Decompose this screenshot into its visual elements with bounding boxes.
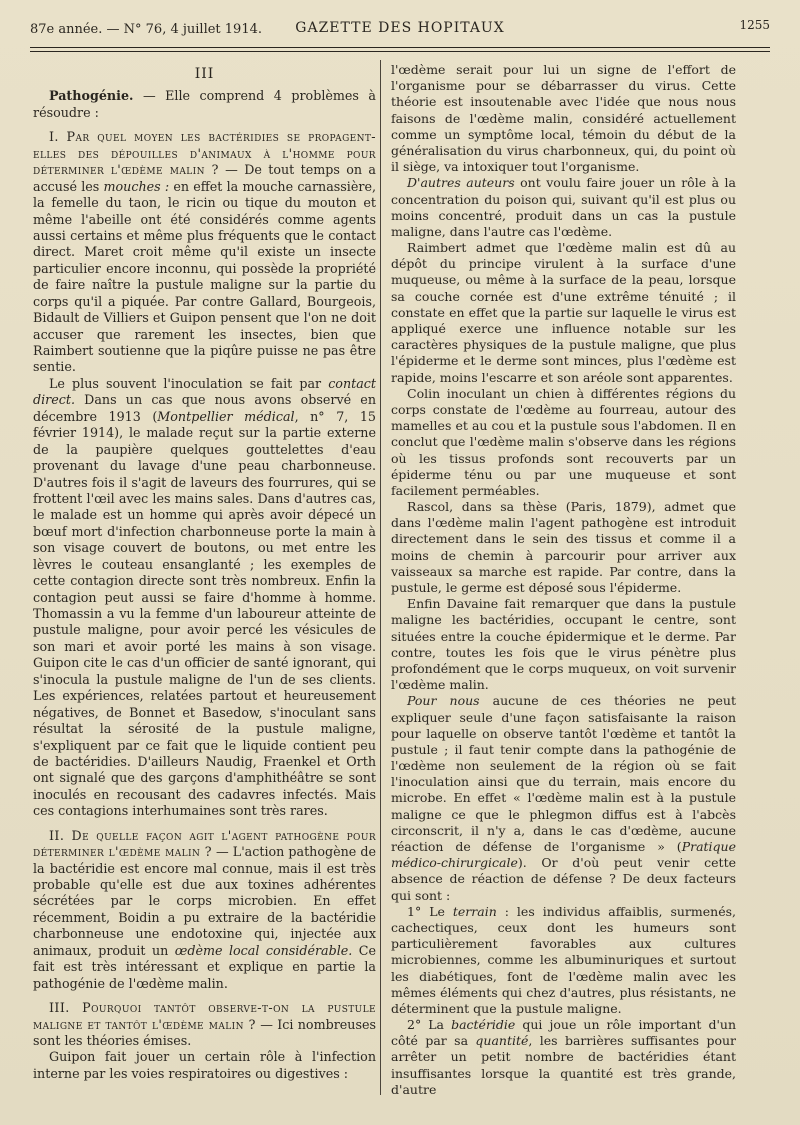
question-2-emphasis: œdème local considérable.	[174, 942, 353, 958]
right-paragraph-2	[391, 175, 736, 240]
bacteridie-emphasis: bactéridie	[451, 1017, 516, 1033]
right-column	[391, 62, 736, 1098]
right-paragraph-6: Enfin Davaine fait remarquer que dans la pustule maligne les bactéridies, occupant le centre, sont situées entre la couche épidermique et le derme. Par contre, toutes les fois que le virus pénètre plus profondément que le corps muqueux, on voit survenir l'œdème malin.	[391, 596, 736, 693]
question-3-paragraph	[33, 1000, 376, 1049]
left-column	[33, 62, 376, 1082]
question-2-text-a: — L'action pathogène de la bactéridie est encore mal connue, mais il est très probable qu'elle est due aux toxines adhérentes sécrétées par le corps microbien. En effet récemment, Boidin a pu extraire de la bactéridie charbonneuse une endotoxine qui, injectée aux animaux, produit un	[33, 844, 376, 958]
right-paragraph-1: l'œdème serait pour lui un signe de l'effort de l'organisme pour se débarrasser du virus. Cette théorie est insoutenable avec l'idée que nous nous faisons de l'œdème malin, considéré actuellement comme un symptôme local, témoin du début de la généralisation du virus charbonneux, qui, du point où il siège, va intoxiquer tout l'organisme.	[391, 62, 736, 175]
header-rule-thin	[30, 51, 770, 52]
guipon-paragraph: Guipon fait jouer un certain rôle à l'infection interne par les voies respiratoires ou digestives :	[33, 1049, 376, 1081]
question-1-text-b: en effet la mouche carnassière, la femelle du taon, le ricin ou tique du mouton et même l'abeille ont été considérés comme agents aussi certains et même plus fréquents que le contact direct. Maret croit même qu'il existe un insecte particulier encore inconnu, qui possède la propriété de faire naître la pustule maligne sur la partie du corps qu'il a piquée. Par contre Gallard, Bourgeois, Bidault de Villiers et Guipon pensent que l'on ne doit accuser que rarement les insectes, bien que Raimbert soutienne que la piqûre puisse ne pas être sentie.	[33, 178, 376, 375]
terrain-emphasis: terrain	[452, 903, 497, 919]
right-paragraph-2-text: ont voulu faire jouer un rôle à la concentration du poison qui, suivant qu'il est plus ou moins concentré, produit dans un cas la pustule maligne, dans l'autre cas l'œdème.	[391, 175, 736, 239]
question-3-heading: III. Pourquoi tantôt observe-t-on la pustule maligne et tantôt l'œdème malin ?	[33, 1000, 376, 1032]
contact-paragraph	[33, 376, 376, 820]
right-paragraph-9	[391, 1017, 736, 1098]
for-us-emphasis: Pour nous	[407, 693, 480, 709]
question-1-paragraph	[33, 129, 376, 376]
intro-title: Pathogénie.	[49, 88, 134, 104]
other-authors-emphasis: D'autres auteurs	[407, 175, 515, 191]
issue-info: 87e année. — N° 76, 4 juillet 1914.	[30, 22, 263, 37]
running-header	[30, 18, 770, 42]
intro-paragraph	[33, 88, 376, 121]
intro-text: — Elle comprend 4 problèmes à résoudre :	[33, 88, 376, 120]
quantite-emphasis: quantité	[475, 1033, 529, 1049]
column-divider	[380, 60, 381, 1095]
question-1-text-a: — De tout temps on a accusé les	[33, 162, 376, 194]
bacteridie-prefix: 2° La	[407, 1017, 452, 1033]
right-paragraph-7-text-b: ). Or d'où peut venir cette absence de réaction de défense ? De deux facteurs qui sont :	[391, 855, 736, 903]
bacteridie-text-b: , les barrières suffisantes pour arrêter un petit nombre de bactéridies étant insuffisantes lorsque la quantité est très grande, d'autre	[391, 1033, 736, 1097]
right-paragraph-4: Colin inoculant un chien à différentes régions du corps constate de l'œdème au fourreau, autour des mamelles et au cou et la pustule sous l'abdomen. Il en conclut que l'œdème malin s'observe dans les régions où les tissus profonds sont recouverts par un épiderme ténu ou par une muqueuse et sont facilement perméables.	[391, 385, 736, 498]
journal-citation: Montpellier médical	[157, 408, 295, 424]
header-rule-thick	[30, 47, 770, 48]
question-1-heading: I. Par quel moyen les bactéridies se propagent-elles des dépouilles d'animaux à l'homme pour déterminer l'œdème malin ?	[33, 129, 376, 178]
contact-text-b: Dans un cas que nous avons observé en décembre 1913 (	[33, 392, 376, 424]
question-2-paragraph	[33, 828, 376, 992]
right-paragraph-3: Raimbert admet que l'œdème malin est dû au dépôt du principe virulent à la surface d'une muqueuse, ou même à la surface de la peau, lorsque sa couche cornée est d'une extrême ténuité ; il constate en effet que la partie sur laquelle le virus est appliqué exerce une influence notable sur les caractères physiques de la pustule maligne, que plus l'épiderme et le derme sont minces, plus l'œdème est rapide, moins l'escarre et son aréole sont apparentes.	[391, 240, 736, 385]
question-1-emphasis: mouches :	[103, 178, 170, 194]
right-paragraph-7	[391, 693, 736, 903]
right-paragraph-7-text-a: aucune de ces théories ne peut expliquer seule d'une façon satisfaisante la raison pour laquelle on observe tantôt l'œdème et tantôt la pustule ; il faut tenir compte dans la pathogénie de l'œdème non seulement de la région où se fait l'inoculation ainsi que du terrain, mais encore du microbe. En effet « l'œdème malin est à la pustule maligne ce que le phlegmon diffus est à l'abcès circonscrit, il n'y a, dans le cas d'œdème, aucune réaction de défense de l'organisme » (	[391, 693, 736, 854]
question-2-text-b: Ce fait est très intéressant et explique en partie la pathogénie de l'œdème malin.	[33, 942, 377, 991]
terrain-prefix: 1° Le	[407, 903, 453, 919]
bacteridie-text-a: qui joue un rôle important d'un côté par sa	[391, 1017, 736, 1049]
contact-text-a: Le plus souvent l'inoculation se fait par	[49, 375, 329, 391]
journal-title: GAZETTE DES HOPITAUX	[295, 20, 505, 36]
contact-emphasis: contact direct.	[33, 375, 376, 408]
question-2-heading: II. De quelle façon agit l'agent pathogène pour déterminer l'œdème malin ?	[33, 827, 376, 860]
right-paragraph-8	[391, 904, 736, 1017]
right-paragraph-5: Rascol, dans sa thèse (Paris, 1879), admet que dans l'œdème malin l'agent pathogène est introduit directement dans le sein des tissus et comme il a moins de chemin à parcourir pour arriver aux vaisseaux sa marche est rapide. Par contre, dans la pustule, le germe est déposé sous l'épiderme.	[391, 499, 736, 595]
question-3-text: — Ici nombreuses sont les théories émises.	[33, 1016, 376, 1048]
terrain-text: : les individus affaiblis, surmenés, cachectiques, ceux dont les humeurs sont particulièrement favorables aux cultures microbiennes, comme les albuminuriques et surtout les diabétiques, font de l'œdème malin avec les mêmes éléments qui chez d'autres, plus résistants, ne déterminent que la pustule maligne.	[391, 903, 736, 1016]
page-number: 1255	[739, 18, 770, 32]
section-number: III	[194, 66, 215, 82]
pratique-citation: Pratique médico-chirurgicale	[391, 839, 736, 871]
contact-text-c: , n° 7, 15 février 1914), le malade reçut sur la partie externe de la paupière quelques gouttelettes d'eau provenant du lavage d'une peau charbonneuse. D'autres fois il s'agit de laveurs des fourrures, qui se frottent l'œil avec les mains sales. Dans d'autres cas, le malade est un homme qui après avoir dépecé un bœuf mort d'infection charbonneuse porte la main à son visage couvert de boutons, ou met entre les lèvres le couteau ensanglanté ; les exemples de cette contagion directe sont très nombreux. Enfin la contagion peut aussi se faire d'homme à homme. Thomassin a vu la femme d'un laboureur atteinte de pustule maligne, pour avoir percé les vésicules de son mari et avoir porté les mains à son visage. Guipon cite le cas d'un officier de santé ignorant, qui s'inocula la pustule maligne de l'un de ses clients. Les expériences, relatées partout et heureusement négatives, de Bonnet et Basedow, s'inoculant sans résultat la sérosité de la pustule maligne, s'expliquent par ce fait que le liquide contient peu de bactéridies. D'ailleurs Naudig, Fraenkel et Orth ont signalé que des garçons d'amphithéâtre se sont inoculés en recousant des cadavres infectés. Mais ces contagions interhumaines sont très rares.	[33, 408, 376, 819]
